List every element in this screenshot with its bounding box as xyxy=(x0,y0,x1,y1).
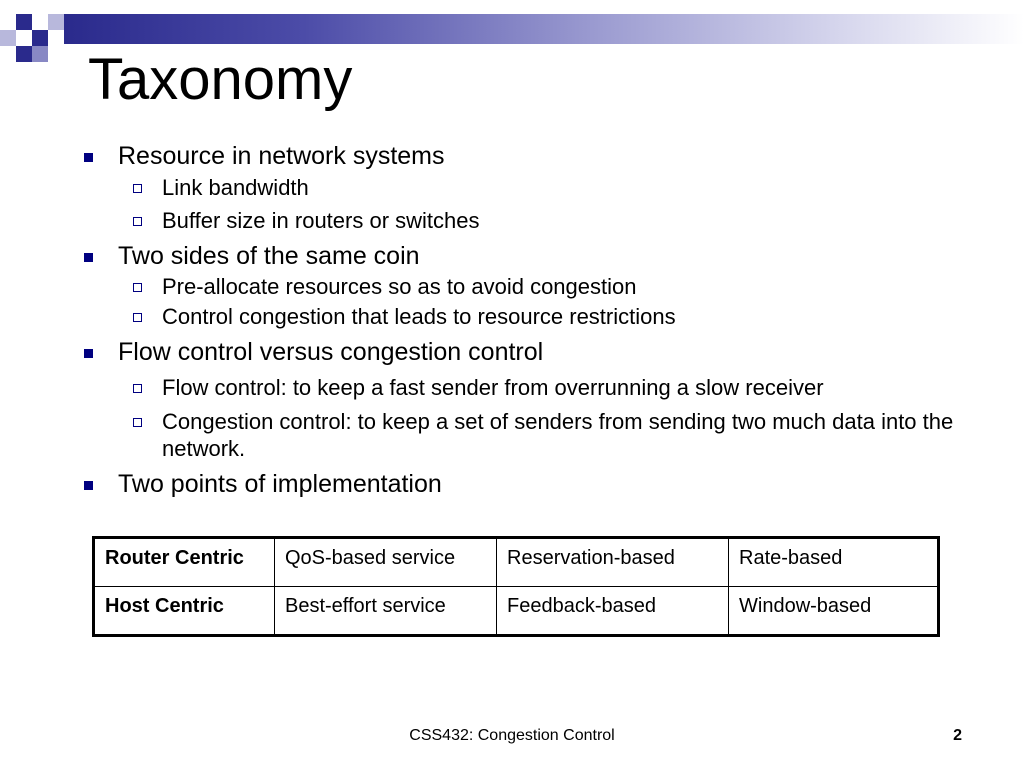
sub-bullet-item xyxy=(80,174,960,201)
page-number: 2 xyxy=(953,727,962,744)
sub-bullet-item xyxy=(80,303,960,330)
sub-bullet-item xyxy=(80,207,960,234)
bullet-text: Two sides of the same coin xyxy=(118,242,420,270)
bullet-text: Two points of implementation xyxy=(118,470,442,498)
hollow-square-icon xyxy=(133,418,142,427)
table-cell: Best-effort service xyxy=(275,587,497,636)
bullet-item xyxy=(80,240,960,272)
hollow-square-icon xyxy=(133,384,142,393)
bullet-text: Resource in network systems xyxy=(118,142,445,170)
filled-square-icon xyxy=(84,153,93,162)
table-cell: Rate-based xyxy=(729,538,939,587)
decor-square-icon xyxy=(0,30,16,46)
decor-square-icon xyxy=(32,30,48,46)
table-cell: QoS-based service xyxy=(275,538,497,587)
table-cell: Reservation-based xyxy=(497,538,729,587)
table-row-header: Router Centric xyxy=(94,538,275,587)
header-gradient-bar xyxy=(64,14,1024,44)
table-cell: Window-based xyxy=(729,587,939,636)
bullet-item xyxy=(80,336,960,368)
sub-bullet-item xyxy=(80,273,960,300)
bullet-item xyxy=(80,140,960,172)
bullet-text: Flow control versus congestion control xyxy=(118,338,544,366)
sub-bullet-text: Pre-allocate resources so as to avoid congestion xyxy=(162,274,637,299)
sub-bullet-text: Link bandwidth xyxy=(162,175,309,200)
hollow-square-icon xyxy=(133,184,142,193)
sub-bullet-text: Buffer size in routers or switches xyxy=(162,208,480,233)
slide-footer: CSS432: Congestion Control xyxy=(409,727,615,744)
table-row-header: Host Centric xyxy=(94,587,275,636)
hollow-square-icon xyxy=(133,217,142,226)
table-row xyxy=(94,587,939,636)
decor-square-icon xyxy=(16,14,32,30)
hollow-square-icon xyxy=(133,283,142,292)
sub-bullet-text: Flow control: to keep a fast sender from overrunning a slow receiver xyxy=(162,375,824,400)
bullet-list xyxy=(80,140,960,500)
table-row xyxy=(94,538,939,587)
bullet-item xyxy=(80,468,960,500)
decor-square-icon xyxy=(32,46,48,62)
sub-bullet-text: Congestion control: to keep a set of senders from sending two much data into the network. xyxy=(162,409,954,461)
filled-square-icon xyxy=(84,481,93,490)
filled-square-icon xyxy=(84,349,93,358)
table-cell: Feedback-based xyxy=(497,587,729,636)
filled-square-icon xyxy=(84,253,93,262)
sub-bullet-item xyxy=(80,408,960,462)
hollow-square-icon xyxy=(133,313,142,322)
decor-square-icon xyxy=(48,14,64,30)
sub-bullet-text: Control congestion that leads to resource restrictions xyxy=(162,304,676,329)
sub-bullet-item xyxy=(80,374,960,401)
slide-title: Taxonomy xyxy=(88,47,353,112)
taxonomy-table xyxy=(92,536,940,637)
decor-square-icon xyxy=(16,46,32,62)
